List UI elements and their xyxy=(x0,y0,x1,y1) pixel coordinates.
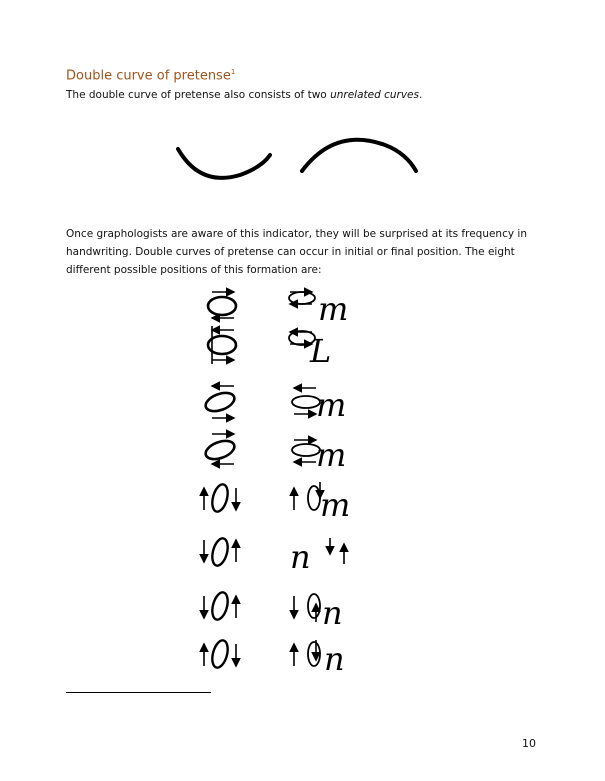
left-formation-3 xyxy=(203,386,237,418)
lower-curve xyxy=(178,149,270,178)
intro-text-emph: unrelated curves xyxy=(330,89,419,101)
left-formation-6 xyxy=(204,537,236,568)
letter-7: n xyxy=(322,594,343,632)
letter-5: m xyxy=(320,486,351,524)
upper-curve xyxy=(302,140,416,171)
letter-4: m xyxy=(316,436,347,474)
section-heading xyxy=(66,68,235,83)
intro-text-after: . xyxy=(418,89,423,101)
letter-1: m xyxy=(318,290,349,328)
letter-6: n xyxy=(290,538,311,576)
letter-2: L xyxy=(310,332,332,370)
left-formation-4 xyxy=(203,434,237,464)
letter-8: n xyxy=(324,640,345,677)
footnote-ref: 1 xyxy=(230,68,236,76)
footnote-divider xyxy=(66,692,211,693)
section-title: Double curve of pretense xyxy=(66,68,231,84)
left-formation-8 xyxy=(204,639,236,670)
intro-sentence xyxy=(66,89,422,101)
left-formation-7 xyxy=(204,591,236,622)
double-curve-illustration xyxy=(170,135,430,195)
left-formation-5 xyxy=(204,483,236,514)
page-number: 10 xyxy=(522,737,536,750)
intro-text-before: The double curve of pretense also consists of two xyxy=(66,89,331,101)
left-formation-2 xyxy=(208,326,236,364)
left-formation-1 xyxy=(208,292,236,318)
letter-3: m xyxy=(316,386,347,424)
formation-positions-diagram xyxy=(190,282,390,677)
body-paragraph: Once graphologists are aware of this indicator, they will be surprised at its frequency in handwriting. Double curves of pretense can occur in initial or final position. The eight different possible positions of this formation are: xyxy=(66,228,527,276)
